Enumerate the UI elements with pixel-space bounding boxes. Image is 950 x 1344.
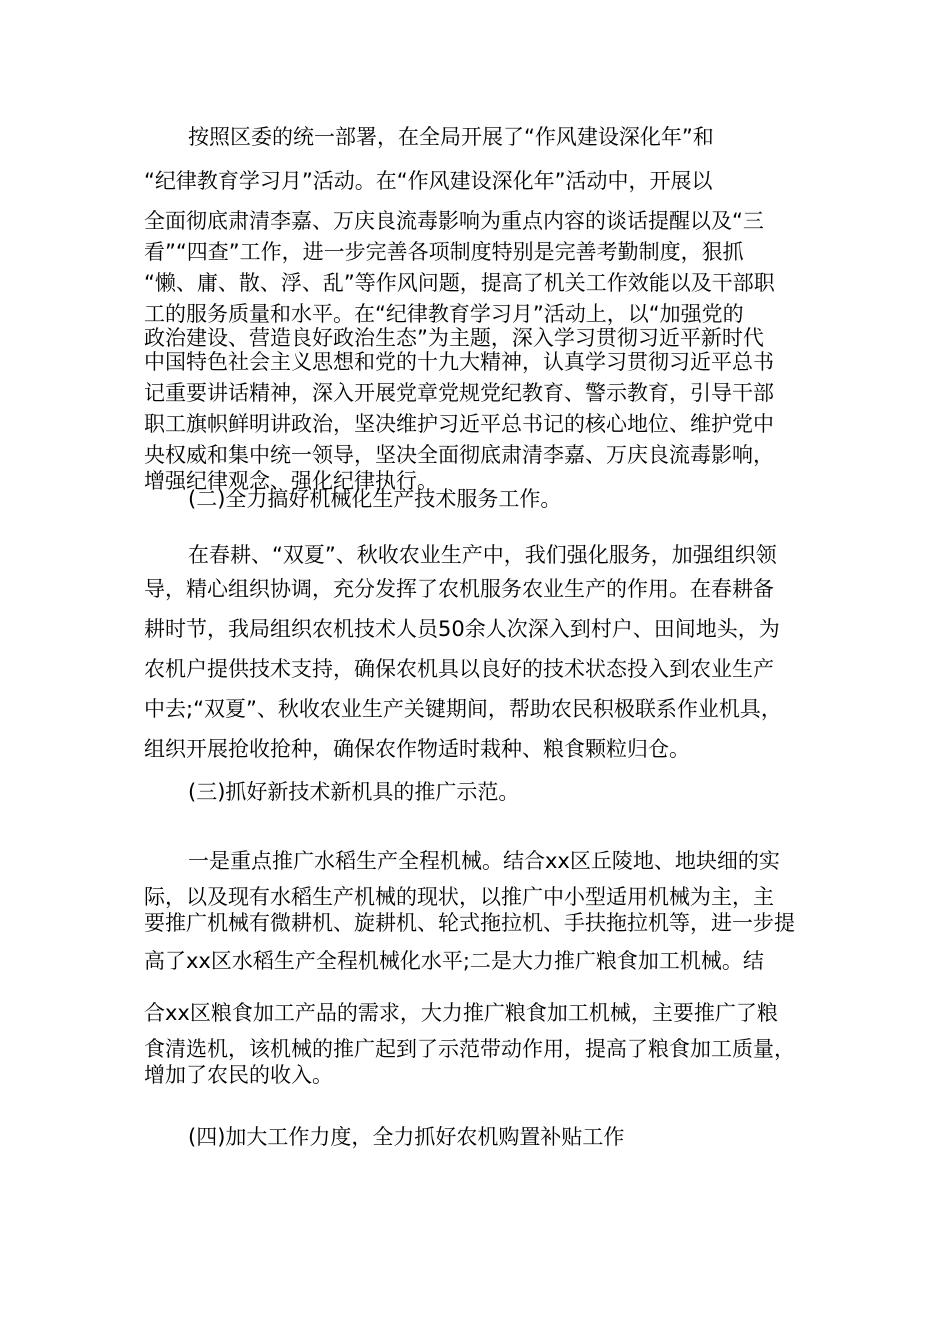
text-line: 际，以及现有水稻生产机械的现状，以推广中小型适用机械为主，主	[144, 885, 774, 909]
text-line: 高了xx区水稻生产全程机械化水平;二是大力推广粮食加工机械。结	[144, 949, 764, 973]
text-line: 中国特色社会主义思想和党的十九大精神，认真学习贯彻习近平总书	[144, 350, 774, 374]
paragraph-mechanization-service	[144, 542, 816, 762]
text-line: 组织开展抢收抢种，确保农作物适时栽种、粮食颗粒归仓。	[144, 737, 690, 761]
text-line: 增强纪律观念、强化纪律执行。	[144, 469, 438, 493]
text-line: “纪律教育学习月”活动。在“作风建设深化年”活动中，开展以	[144, 169, 713, 193]
text-line: 中去;“双夏”、秋收农业生产关键期间，帮助农民积极联系作业机具，	[144, 697, 782, 721]
paragraph-work-style	[144, 124, 816, 494]
text-line: 一是重点推广水稻生产全程机械。结合xx区丘陵地、地块细的实	[188, 849, 780, 873]
text-line: 记重要讲话精神，深入开展党章党规党纪教育、警示教育，引导干部	[144, 381, 774, 405]
text-line: 要推广机械有微耕机、旋耕机、轮式拖拉机、手扶拖拉机等，进一步提	[144, 911, 795, 935]
text-line: 政治建设、营造良好政治生态”为主题，深入学习贯彻习近平新时代	[144, 326, 764, 350]
text-line: 按照区委的统一部署，在全局开展了“作风建设深化年”和	[188, 125, 714, 149]
text-line: 在春耕、“双夏”、秋收农业生产中，我们强化服务，加强组织领	[188, 543, 777, 567]
text-line: 农机户提供技术支持，确保农机具以良好的技术状态投入到农业生产	[144, 657, 774, 681]
text-line: 导，精心组织协调，充分发挥了农机服务农业生产的作用。在春耕备	[144, 577, 774, 601]
section-heading-promotion: (三)抓好新技术新机具的推广示范。	[188, 780, 520, 804]
text-line: 职工旗帜鲜明讲政治，坚决维护习近平总书记的核心地位、维护党中	[144, 412, 774, 436]
text-line: 工的服务质量和水平。在“纪律教育学习月”活动上，以“加强党的	[144, 302, 744, 326]
text-line: 增加了农民的收入。	[144, 1063, 333, 1087]
section-heading-subsidy: (四)加大工作力度，全力抓好农机购置补贴工作	[188, 1125, 625, 1149]
text-line: 央权威和集中统一领导，坚决全面彻底肃清李嘉、万庆良流毒影响，	[144, 443, 774, 467]
text-line: 看”“四查”工作，进一步完善各项制度特别是完善考勤制度，狠抓	[144, 240, 744, 264]
text-line: 全面彻底肃清李嘉、万庆良流毒影响为重点内容的谈话提醒以及“三	[144, 209, 764, 233]
text-line: “懒、庸、散、浮、乱”等作风问题，提高了机关工作效能以及干部职	[144, 271, 775, 295]
text-line: 合xx区粮食加工产品的需求，大力推广粮食加工机械，主要推广了粮	[144, 1001, 778, 1025]
section-heading-mechanization: (二)全力搞好机械化生产技术服务工作。	[188, 487, 562, 511]
text-line: 食清选机，该机械的推广起到了示范带动作用，提高了粮食加工质量，	[144, 1037, 795, 1061]
paragraph-promotion	[144, 848, 816, 1088]
text-line: 耕时节，我局组织农机技术人员50余人次深入到村户、田间地头，为	[144, 617, 780, 641]
